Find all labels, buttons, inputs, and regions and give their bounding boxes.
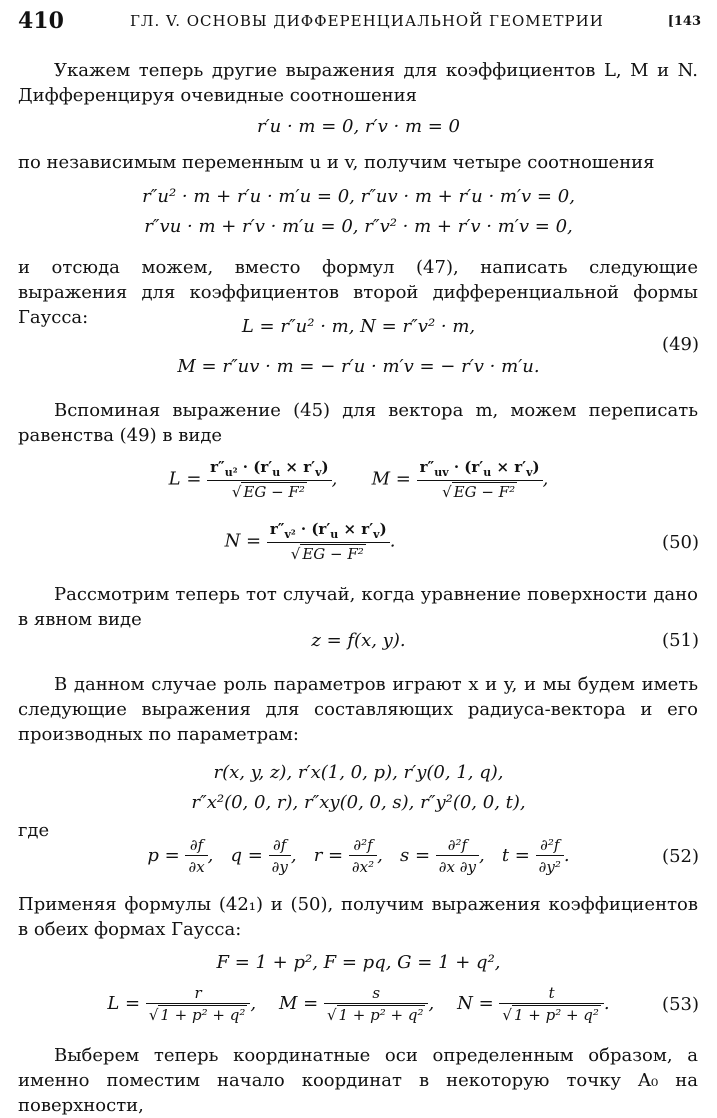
paragraph-7: где (18, 820, 50, 841)
equation-four-relations-b: r″vu · m + r′v · m′u = 0, r″v² · m + r′v · m′v = 0, (144, 216, 573, 237)
equation-r-vectors-2: r″x²(0, 0, r), r″xy(0, 0, s), r″y²(0, 0, t), (191, 792, 526, 813)
chapter-title: ГЛ. V. ОСНОВЫ ДИФФЕРЕНЦИАЛЬНОЙ ГЕОМЕТРИИ (130, 12, 604, 30)
fraction-M: $\frac{r''_{uv} \cdot (r'_u \times r'_v)}{\text{√ EG − F²}}$ (417, 458, 543, 501)
paragraph-5: Рассмотрим теперь тот случай, когда уравнение поверхности дано в явном виде (18, 584, 698, 630)
equation-four-relations-a: r″u² · m + r′u · m′u = 0, r″uv · m + r′u · m′v = 0, (142, 186, 575, 207)
equation-number-49: (49) (662, 334, 699, 355)
equation-50-a: L = $\frac{r''_{u^2} \cdot (r'_u \times r'_v)}{\text{√ EG − F²}}$ , M = $\frac{r''_{uv} \cdot (r'_u \times r'_v)}{\text{√ EG − F²}}$ , (168, 458, 549, 501)
equation-number-50: (50) (662, 532, 699, 553)
fraction-L: $\frac{r''_{u^2} \cdot (r'_u \times r'_v)}{\text{√ EG − F²}}$ (207, 458, 331, 501)
equation-dot-products: r′u · m = 0, r′v · m = 0 (256, 116, 460, 137)
equation-number-51: (51) (662, 630, 699, 651)
page-number: 410 (18, 8, 64, 34)
equation-53-a: F = 1 + p², F = pq, G = 1 + q², (216, 952, 501, 973)
equation-49-b: M = r″uv · m = − r′u · m′v = − r′v · m′u. (177, 356, 540, 377)
equation-53-b: L = $\frac{r}{\text{√ 1 + p² + q²}}$ , M = $\frac{s}{\text{√ 1 + p² + q²}}$ , N = $\frac{t}{\text{√ 1 + p² + q²}}$ . (107, 984, 610, 1024)
paragraph-3: и отсюда можем, вместо формул (47), написать следующие выражения для коэффициентов второй дифференциальной формы Гаусса: (18, 257, 698, 328)
section-number: [143 (667, 14, 701, 29)
equation-r-vectors-1: r(x, y, z), r′x(1, 0, p), r′y(0, 1, q), (213, 762, 504, 783)
paragraph-2: по независимым переменным u и v, получим четыре соотношения (18, 152, 655, 173)
paragraph-9: Выберем теперь координатные оси определенным образом, а именно поместим начало координат в некоторую точку A₀ на поверхности, (18, 1045, 698, 1116)
equation-number-52: (52) (662, 846, 699, 867)
equation-number-53: (53) (662, 994, 699, 1015)
equation-49-a: L = r″u² · m, N = r″v² · m, (241, 316, 476, 337)
paragraph-6: В данном случае роль параметров играют x и y, и мы будем иметь следующие выражения для составляющих радиуса-вектора и его производных по параметрам: (18, 674, 698, 745)
equation-51: z = f(x, y). (311, 630, 406, 651)
paragraph-8: Применяя формулы (42₁) и (50), получим выражения коэффициентов в обеих формах Гаусса: (18, 894, 698, 940)
equation-52: p = $\frac{\partial f}{\partial x}$ , q = $\frac{\partial f}{\partial y}$ , r = $\frac{\text{∂²f}}{\text{∂x²}}$ , s = $\frac{\text{∂²f}}{\partial x \partial y}$ , t = $\frac{\text{∂²f}}{\text{∂y²}}$ . (147, 836, 570, 876)
fraction-N: $\frac{r''_{v^2} \cdot (r'_u \times r'_v)}{\text{√ EG − F²}}$ (267, 520, 390, 563)
equation-50-b: N = $\frac{r''_{v^2} \cdot (r'_u \times r'_v)}{\text{√ EG − F²}}$ . (224, 520, 396, 563)
paragraph-1: Укажем теперь другие выражения для коэффициентов L, M и N. Дифференцируя очевидные соотношения (18, 60, 698, 106)
paragraph-4: Вспоминая выражение (45) для вектора m, можем переписать равенства (49) в виде (18, 400, 698, 446)
